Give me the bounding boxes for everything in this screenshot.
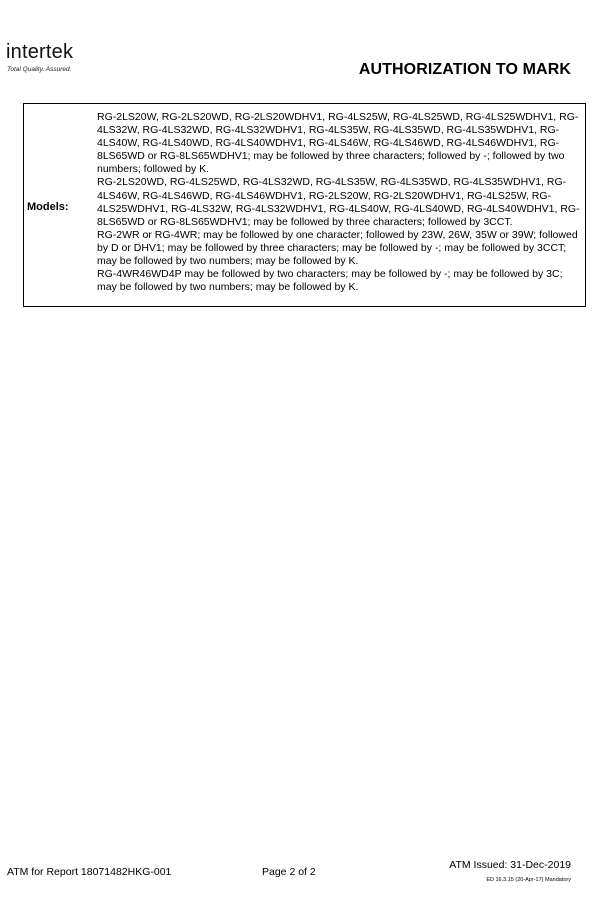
models-list [97, 111, 583, 294]
logo-wordmark: intertek [6, 41, 74, 63]
models-paragraph: RG-4WR46WD4P may be followed by two characters; may be followed by -; may be followed by 3C; may be followed by two numbers; may be followed by K. [97, 268, 563, 294]
logo-tagline: Total Quality. Assured. [7, 66, 72, 73]
footer-report-number: ATM for Report 18071482HKG-001 [7, 866, 172, 878]
models-paragraph: RG-2LS20WD, RG-4LS25WD, RG-4LS32WD, RG-4LS35W, RG-4LS35WD, RG-4LS35WDHV1, RG-4LS46W, RG-4LS46WD, RG-4LS46WDHV1, RG-2LS20W, RG-2LS20WDHV1, RG-4LS25W, RG-4LS25WDHV1, RG-4LS32W, RG-4LS32WDHV1, RG-4LS40W, RG-4LS40WD, RG-4LS40WDHV1, RG-8LS65WD or RG-8LS65WDHV1; may be followed by three characters; followed by 3CCT. [97, 176, 580, 228]
models-paragraph: RG-2WR or RG-4WR; may be followed by one character; followed by 23W, 26W, 35W or 39W; followed by D or DHV1; may be followed by three characters; may be followed by -; may be followed by 3CCT; may be followed by two numbers; may be followed by K. [97, 228, 578, 268]
footer-page-number: Page 2 of 2 [262, 866, 316, 878]
document-title: AUTHORIZATION TO MARK [358, 61, 571, 78]
footer-edition: ED 16.3.15 (20-Apr-17) Mandatory [486, 877, 571, 883]
models-table [23, 103, 586, 307]
models-paragraph: RG-2LS20W, RG-2LS20WD, RG-2LS20WDHV1, RG-4LS25W, RG-4LS25WD, RG-4LS25WDHV1, RG-4LS32W, RG-4LS32WD, RG-4LS32WDHV1, RG-4LS35W, RG-4LS35WD, RG-4LS35WDHV1, RG-4LS40W, RG-4LS40WD, RG-4LS40WDHV1, RG-4LS46W, RG-4LS46WD, RG-4LS46WDHV1, RG-8LS65WD or RG-8LS65WDHV1; may be followed by three characters; followed by -; followed by two numbers; followed by K. [97, 111, 579, 176]
footer-issued-date: ATM Issued: 31-Dec-2019 [449, 859, 571, 871]
models-label: Models: [27, 201, 69, 213]
intertek-logo [6, 41, 106, 79]
